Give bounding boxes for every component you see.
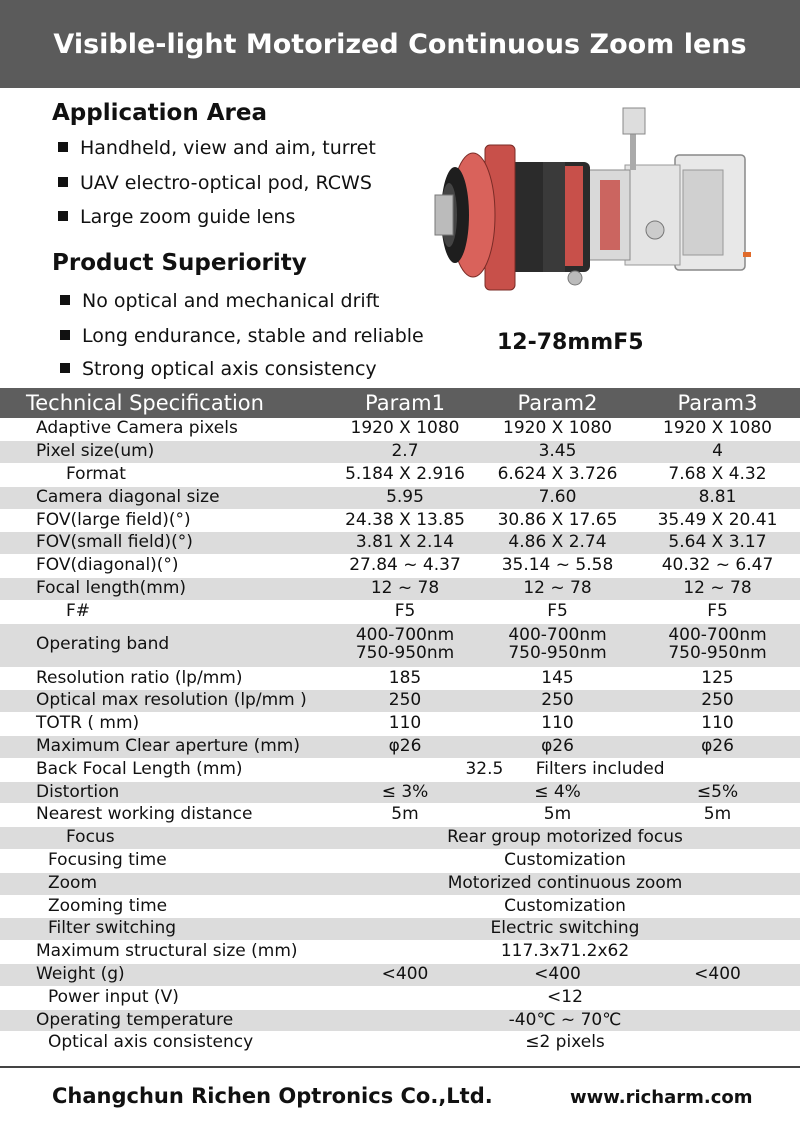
spec-label: Distortion (0, 781, 330, 804)
bullet-square-icon (60, 330, 70, 340)
spec-row (0, 1032, 800, 1055)
spec-row (0, 486, 800, 509)
spec-row (0, 827, 800, 850)
spec-label: Operating temperature (0, 1009, 330, 1032)
spec-label: Focal length(mm) (0, 578, 330, 601)
spec-value: 250 (635, 690, 800, 713)
spec-value: 12 ~ 78 (635, 578, 800, 601)
bullet-square-icon (58, 211, 68, 221)
spec-value: Motorized continuous zoom (330, 872, 800, 895)
spec-row (0, 850, 800, 873)
spec-value: 4.86 X 2.74 (480, 532, 635, 555)
spec-row (0, 532, 800, 555)
spec-value: 35.14 ~ 5.58 (480, 555, 635, 578)
spec-value: 27.84 ~ 4.37 (330, 555, 480, 578)
spec-value: 5m (480, 804, 635, 827)
spec-value: 125 (635, 667, 800, 690)
spec-value: 30.86 X 17.65 (480, 509, 635, 532)
spec-value: 2.7 (330, 441, 480, 464)
spec-row (0, 441, 800, 464)
spec-label: F# (0, 600, 330, 623)
spec-label: Nearest working distance (0, 804, 330, 827)
spec-value: ≤5% (635, 781, 800, 804)
spec-value: 7.60 (480, 486, 635, 509)
spec-row (0, 918, 800, 941)
spec-value: Rear group motorized focus (330, 827, 800, 850)
bullet-square-icon (58, 142, 68, 152)
website-link[interactable]: www.richarm.com (570, 1087, 753, 1108)
superiority-item: Long endurance, stable and reliable (60, 325, 424, 347)
spec-row (0, 623, 800, 667)
spec-label: Maximum structural size (mm) (0, 941, 330, 964)
spec-row (0, 964, 800, 987)
model-label: 12-78mmF5 (497, 330, 644, 355)
spec-row (0, 872, 800, 895)
superiority-item: Strong optical axis consistency (60, 358, 377, 380)
spec-row (0, 941, 800, 964)
spec-value: φ26 (480, 736, 635, 759)
spec-row (0, 464, 800, 487)
spec-value: 117.3x71.2x62 (330, 941, 800, 964)
spec-value: 110 (330, 713, 480, 736)
spec-value: 400-700nm 750-950nm (635, 623, 800, 667)
spec-label: Camera diagonal size (0, 486, 330, 509)
spec-label: Format (0, 464, 330, 487)
spec-value: F5 (635, 600, 800, 623)
spec-label: Optical max resolution (lp/mm ) (0, 690, 330, 713)
application-heading: Application Area (52, 100, 267, 126)
spec-row (0, 713, 800, 736)
spec-table (0, 388, 800, 1055)
spec-value: Customization (330, 895, 800, 918)
spec-row (0, 690, 800, 713)
spec-value: 5m (635, 804, 800, 827)
spec-label: Zooming time (0, 895, 330, 918)
spec-value: 5.184 X 2.916 (330, 464, 480, 487)
spec-value: 250 (330, 690, 480, 713)
spec-value: ≤ 3% (330, 781, 480, 804)
spec-value: F5 (480, 600, 635, 623)
spec-value: 5m (330, 804, 480, 827)
spec-value: F5 (330, 600, 480, 623)
spec-label: FOV(diagonal)(°) (0, 555, 330, 578)
spec-row (0, 758, 800, 781)
spec-row (0, 781, 800, 804)
spec-label: Maximum Clear aperture (mm) (0, 736, 330, 759)
spec-value: <400 (330, 964, 480, 987)
spec-row (0, 667, 800, 690)
spec-value: 5.64 X 3.17 (635, 532, 800, 555)
spec-value: 7.68 X 4.32 (635, 464, 800, 487)
spec-value: 3.81 X 2.14 (330, 532, 480, 555)
spec-label: Focusing time (0, 850, 330, 873)
spec-value: 40.32 ~ 6.47 (635, 555, 800, 578)
footer (0, 1066, 800, 1131)
spec-value: 110 (480, 713, 635, 736)
superiority-item: No optical and mechanical drift (60, 290, 380, 312)
spec-row (0, 600, 800, 623)
spec-value: <12 (330, 986, 800, 1009)
spec-value: φ26 (635, 736, 800, 759)
spec-value: 1920 X 1080 (330, 418, 480, 441)
spec-value: 32.5 Filters included (330, 758, 800, 781)
spec-value: <400 (480, 964, 635, 987)
spec-value: 12 ~ 78 (330, 578, 480, 601)
header-cell: Param2 (480, 388, 635, 418)
spec-label: Filter switching (0, 918, 330, 941)
spec-value: φ26 (330, 736, 480, 759)
application-item: Handheld, view and aim, turret (58, 137, 376, 159)
page-header (0, 0, 800, 88)
spec-row (0, 509, 800, 532)
bullet-square-icon (58, 177, 68, 187)
spec-row (0, 986, 800, 1009)
spec-label: FOV(small field)(°) (0, 532, 330, 555)
spec-value: 8.81 (635, 486, 800, 509)
spec-row (0, 1009, 800, 1032)
spec-row (0, 418, 800, 441)
spec-value: 1920 X 1080 (480, 418, 635, 441)
spec-label: Zoom (0, 872, 330, 895)
company-name: Changchun Richen Optronics Co.,Ltd. (52, 1084, 493, 1108)
spec-row (0, 895, 800, 918)
spec-value: 35.49 X 20.41 (635, 509, 800, 532)
superiority-heading: Product Superiority (52, 250, 307, 276)
header-cell: Param3 (635, 388, 800, 418)
spec-value: 400-700nm 750-950nm (480, 623, 635, 667)
spec-value: ≤ 4% (480, 781, 635, 804)
spec-value: 1920 X 1080 (635, 418, 800, 441)
spec-value: -40℃ ~ 70℃ (330, 1009, 800, 1032)
spec-label: Power input (V) (0, 986, 330, 1009)
spec-header-row (0, 388, 800, 418)
spec-row (0, 578, 800, 601)
bullet-square-icon (60, 295, 70, 305)
spec-value: 5.95 (330, 486, 480, 509)
spec-row (0, 736, 800, 759)
spec-value: 110 (635, 713, 800, 736)
spec-value: 24.38 X 13.85 (330, 509, 480, 532)
spec-label: Pixel size(um) (0, 441, 330, 464)
spec-row (0, 555, 800, 578)
spec-value: ≤2 pixels (330, 1032, 800, 1055)
spec-value: 185 (330, 667, 480, 690)
spec-label: FOV(large field)(°) (0, 509, 330, 532)
page-title: Visible-light Motorized Continuous Zoom lens (53, 28, 747, 60)
header-cell: Param1 (330, 388, 480, 418)
spec-label: TOTR ( mm) (0, 713, 330, 736)
spec-label: Focus (0, 827, 330, 850)
spec-value: <400 (635, 964, 800, 987)
spec-value: Customization (330, 850, 800, 873)
spec-value: 250 (480, 690, 635, 713)
header-cell: Technical Specification (0, 388, 330, 418)
spec-label: Optical axis consistency (0, 1032, 330, 1055)
bullet-square-icon (60, 363, 70, 373)
spec-label: Back Focal Length (mm) (0, 758, 330, 781)
spec-value: 400-700nm 750-950nm (330, 623, 480, 667)
spec-value: Electric switching (330, 918, 800, 941)
spec-row (0, 804, 800, 827)
spec-value: 145 (480, 667, 635, 690)
spec-value: 4 (635, 441, 800, 464)
spec-value: 12 ~ 78 (480, 578, 635, 601)
spec-label: Operating band (0, 623, 330, 667)
application-item: Large zoom guide lens (58, 206, 295, 228)
spec-label: Adaptive Camera pixels (0, 418, 330, 441)
application-item: UAV electro-optical pod, RCWS (58, 172, 372, 194)
spec-label: Resolution ratio (lp/mm) (0, 667, 330, 690)
lens-product-image (425, 100, 755, 300)
spec-value: 6.624 X 3.726 (480, 464, 635, 487)
spec-label: Weight (g) (0, 964, 330, 987)
spec-value: 3.45 (480, 441, 635, 464)
